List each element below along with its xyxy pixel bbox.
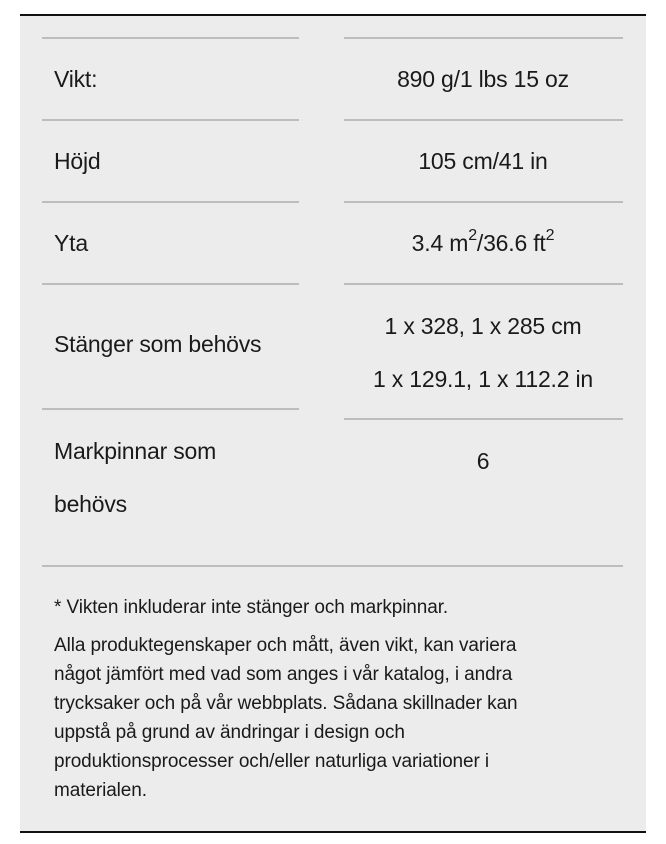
disclaimer-line: trycksaker och på vår webbplats. Sådana skillnader kan bbox=[54, 693, 518, 714]
weight-footnote: * Vikten inkluderar inte stänger och markpinnar. bbox=[54, 597, 449, 618]
disclaimer-line: produktionsprocesser och/eller naturliga variationer i bbox=[54, 751, 489, 772]
weight-value: 890 g/1 lbs 15 oz bbox=[397, 66, 569, 92]
row-divider bbox=[42, 408, 299, 410]
height-label: Höjd bbox=[54, 148, 101, 174]
stakes-value: 6 bbox=[476, 448, 490, 474]
area-metric: 3.4 m bbox=[411, 230, 469, 256]
disclaimer-line: materialen. bbox=[54, 780, 147, 801]
row-divider bbox=[344, 283, 623, 285]
row-divider bbox=[42, 201, 299, 203]
disclaimer-line: något jämfört med vad som anges i vår katalog, i andra bbox=[54, 664, 513, 685]
row-divider bbox=[344, 201, 623, 203]
area-imperial-exponent: 2 bbox=[545, 227, 555, 245]
table-bottom-divider bbox=[42, 565, 623, 567]
row-divider bbox=[344, 119, 623, 121]
poles-value-metric: 1 x 328, 1 x 285 cm bbox=[384, 313, 582, 339]
area-value bbox=[343, 227, 623, 257]
disclaimer-line: uppstå på grund av ändringar i design och bbox=[54, 722, 405, 743]
stakes-label-line2: behövs bbox=[54, 491, 127, 517]
row-divider bbox=[42, 37, 299, 39]
row-divider bbox=[344, 37, 623, 39]
area-imperial: /36.6 ft bbox=[476, 230, 546, 256]
stakes-label-line1: Markpinnar som bbox=[54, 438, 217, 464]
disclaimer-line: Alla produktegenskaper och mått, även vikt, kan variera bbox=[54, 635, 517, 656]
disclaimer-text bbox=[54, 631, 518, 805]
row-divider bbox=[42, 283, 299, 285]
row-divider bbox=[344, 418, 623, 420]
weight-label: Vikt: bbox=[54, 66, 98, 92]
area-metric-exponent: 2 bbox=[468, 227, 477, 245]
poles-value-imperial: 1 x 129.1, 1 x 112.2 in bbox=[372, 366, 594, 392]
area-label: Yta bbox=[54, 230, 88, 256]
height-value: 105 cm/41 in bbox=[418, 148, 548, 174]
row-divider bbox=[42, 119, 299, 121]
poles-label: Stänger som behövs bbox=[54, 331, 262, 357]
